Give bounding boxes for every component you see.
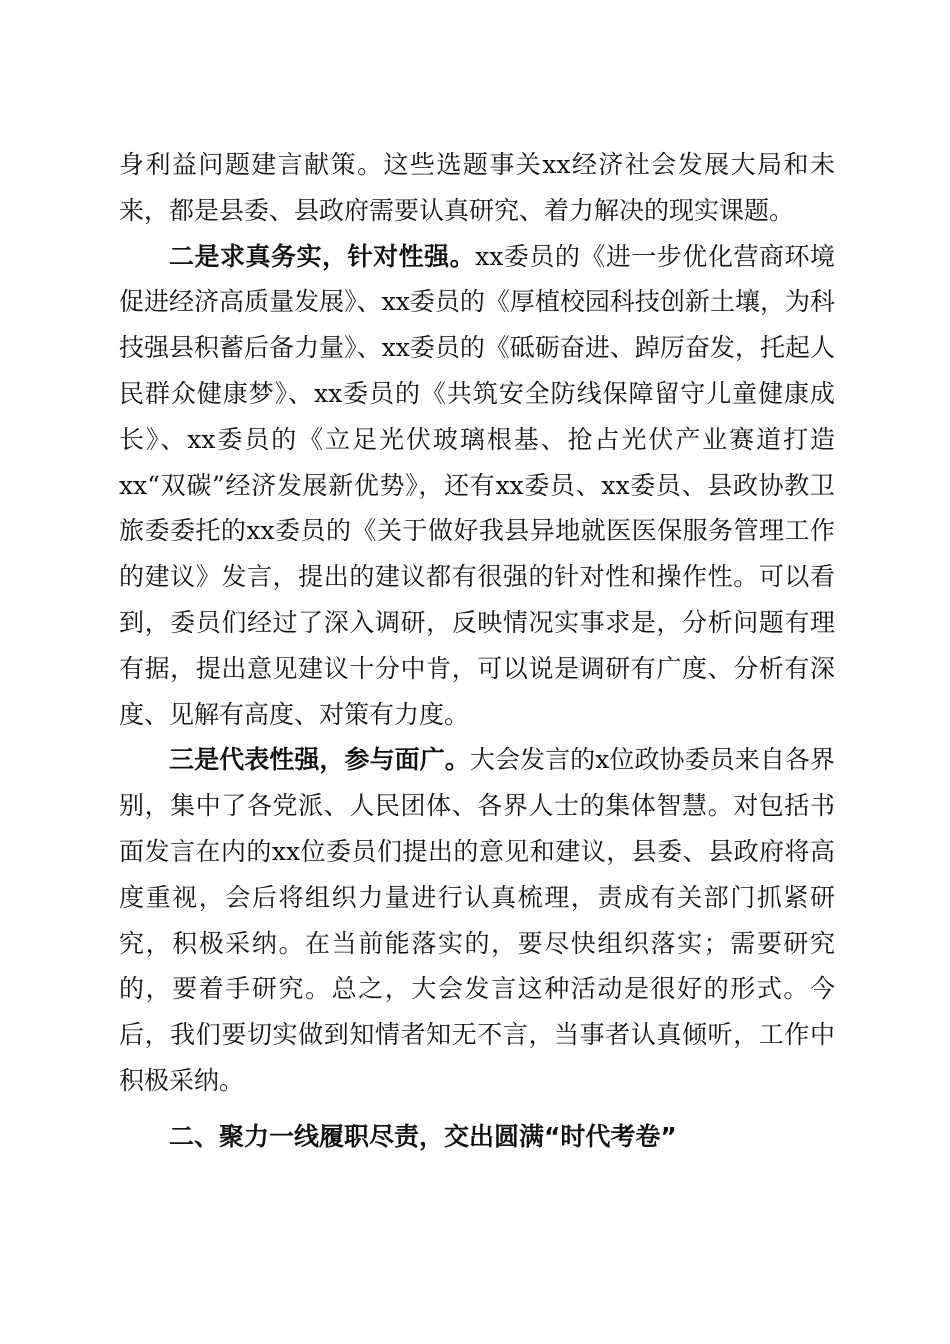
paragraph-text: 大会发言的x位政协委员来自各界别，集中了各党派、人民团体、各界人士的集体智慧。对包括书面发言在内的xx位委员们提出的意见和建议，县委、县政府将高度重视，会后将组织力量进行认真梳理，责成有关部门抓紧研究，积极采纳。在当前能落实的，要尽快组织落实；需要研究的，要着手研究。总之，大会发言这种活动是很好的形式。今后，我们要切实做到知情者知无不言，当事者认真倾听，工作中积极采纳。 xyxy=(119,745,835,1095)
document-body xyxy=(119,142,835,1160)
paragraph-point-three xyxy=(119,737,835,1103)
paragraph-continued xyxy=(119,142,835,234)
paragraph-text: 身利益问题建言献策。这些选题事关xx经济社会发展大局和未来，都是县委、县政府需要认真研究、着力解决的现实课题。 xyxy=(119,150,835,225)
paragraph-point-two xyxy=(119,234,835,738)
paragraph-lead: 二是求真务实，针对性强。 xyxy=(169,241,476,271)
paragraph-lead: 三是代表性强，参与面广。 xyxy=(169,745,470,775)
paragraph-text: xx委员的《进一步优化营商环境促进经济高质量发展》、xx委员的《厚植校园科技创新土壤，为科技强县积蓄后备力量》、xx委员的《砥砺奋进、踔厉奋发，托起人民群众健康梦》、xx委员的《共筑安全防线保障留守儿童健康成长》、xx委员的《立足光伏玻璃根基、抢占光伏产业赛道打造xx“双碳”经济发展新优势》，还有xx委员、xx委员、县政协教卫旅委委托的xx委员的《关于做好我县异地就医医保服务管理工作的建议》发言，提出的建议都有很强的针对性和操作性。可以看到，委员们经过了深入调研，反映情况实事求是，分析问题有理有据，提出意见建议十分中肯，可以说是调研有广度、分析有深度、见解有高度、对策有力度。 xyxy=(119,241,835,729)
section-heading: 二、聚力一线履职尽责，交出圆满“时代考卷” xyxy=(169,1121,677,1151)
